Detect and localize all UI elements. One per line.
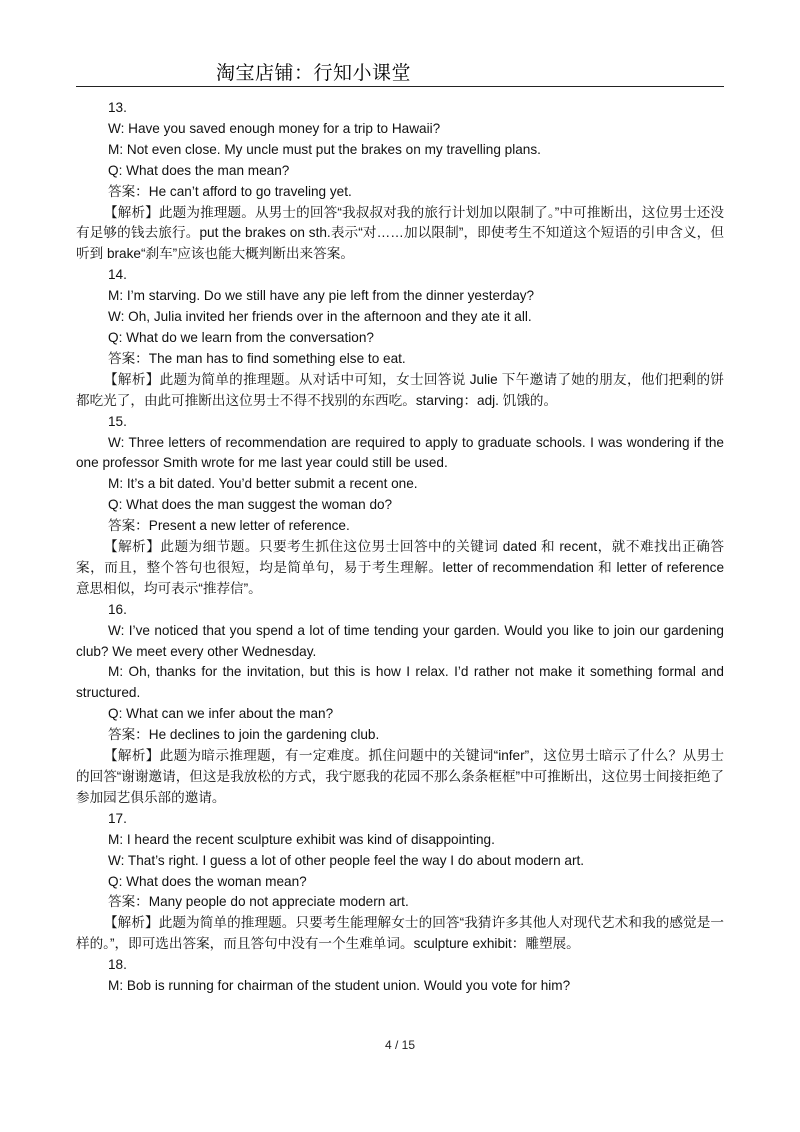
paragraph: M: Oh, thanks for the invitation, but this is how I relax. I’d rather not make it something formal and structured. [76,664,724,701]
paragraph: 18. [108,957,127,973]
paragraph: W: Oh, Julia invited her friends over in the afternoon and they ate it all. [108,309,532,325]
paragraph: 答案：He declines to join the gardening club. [108,727,380,743]
paragraph: Q: What do we learn from the conversation? [108,329,374,345]
paragraph: Q: What does the man suggest the woman do? [108,497,393,513]
paragraph: Q: What can we infer about the man? [108,706,334,722]
paragraph: 15. [108,413,127,429]
paragraph: M: I heard the recent sculpture exhibit was kind of disappointing. [108,831,495,847]
page-header [76,56,724,87]
page-number: 4 / 15 [384,1038,416,1052]
paragraph: 13. [108,100,127,115]
paragraph: 【解析】此题为细节题。只要考生抓住这位男士回答中的关键词 dated 和 recent，就不难找出正确答案，而且，整个答句也很短，均是简单句，易于考生理解。letter of recommendation 和 letter of reference 意思相似，均可表示“推荐信”。 [76,539,724,596]
header-title: 淘宝店铺：行知小课堂 [216,63,412,84]
paragraph: 【解析】此题为暗示推理题，有一定难度。抓住问题中的关键词“infer”，这位男士暗示了什么？从男士的回答“谢谢邀请，但这是我放松的方式，我宁愿我的花园不那么条条框框”中可推断出，这位男士间接拒绝了参加园艺俱乐部的邀请。 [76,748,724,805]
paragraph: 【解析】此题为推理题。从男士的回答“我叔叔对我的旅行计划加以限制了。”中可推断出，这位男士还没有足够的钱去旅行。put the brakes on sth.表示“对……加以限制”，即使考生不知道这个短语的引申含义，但听到 brake“刹车”应该也能大概判断出来答案。 [76,204,724,262]
paragraph: M: It’s a bit dated. You’d better submit a recent one. [108,476,418,492]
paragraph: 17. [108,810,127,826]
paragraph: W: That’s right. I guess a lot of other people feel the way I do about modern art. [108,852,585,868]
paragraph: W: I’ve noticed that you spend a lot of time tending your garden. Would you like to join our gardening club? We meet every other Wednesday. [76,622,724,659]
document-body [76,98,724,997]
paragraph: 【解析】此题为简单的推理题。只要考生能理解女士的回答“我猜许多其他人对现代艺术和我的感觉是一样的。”，即可选出答案，而且答句中没有一个生难单词。sculpture exhibit：雕塑展。 [76,915,724,952]
paragraph: Q: What does the man mean? [108,162,290,178]
paragraph: 答案：The man has to find something else to eat. [108,350,406,366]
paragraph: 14. [108,267,127,283]
paragraph: 16. [108,601,127,617]
paragraph: 答案：Present a new letter of reference. [108,518,350,534]
paragraph: M: Not even close. My uncle must put the brakes on my travelling plans. [108,141,541,157]
paragraph: 答案：He can’t afford to go traveling yet. [108,183,352,199]
paragraph: 答案：Many people do not appreciate modern art. [108,894,409,910]
paragraph: W: Have you saved enough money for a trip to Hawaii? [108,120,441,136]
paragraph: M: Bob is running for chairman of the student union. Would you vote for him? [108,978,571,994]
paragraph: 【解析】此题为简单的推理题。从对话中可知，女士回答说 Julie 下午邀请了她的朋友，他们把剩的饼都吃光了，由此可推断出这位男士不得不找别的东西吃。starving：adj. 饥饿的。 [76,371,724,408]
paragraph: W: Three letters of recommendation are required to apply to graduate schools. I was wondering if the one professor Smith wrote for me last year could still be used. [76,434,724,471]
paragraph: M: I’m starving. Do we still have any pie left from the dinner yesterday? [108,288,535,304]
paragraph: Q: What does the woman mean? [108,873,307,889]
